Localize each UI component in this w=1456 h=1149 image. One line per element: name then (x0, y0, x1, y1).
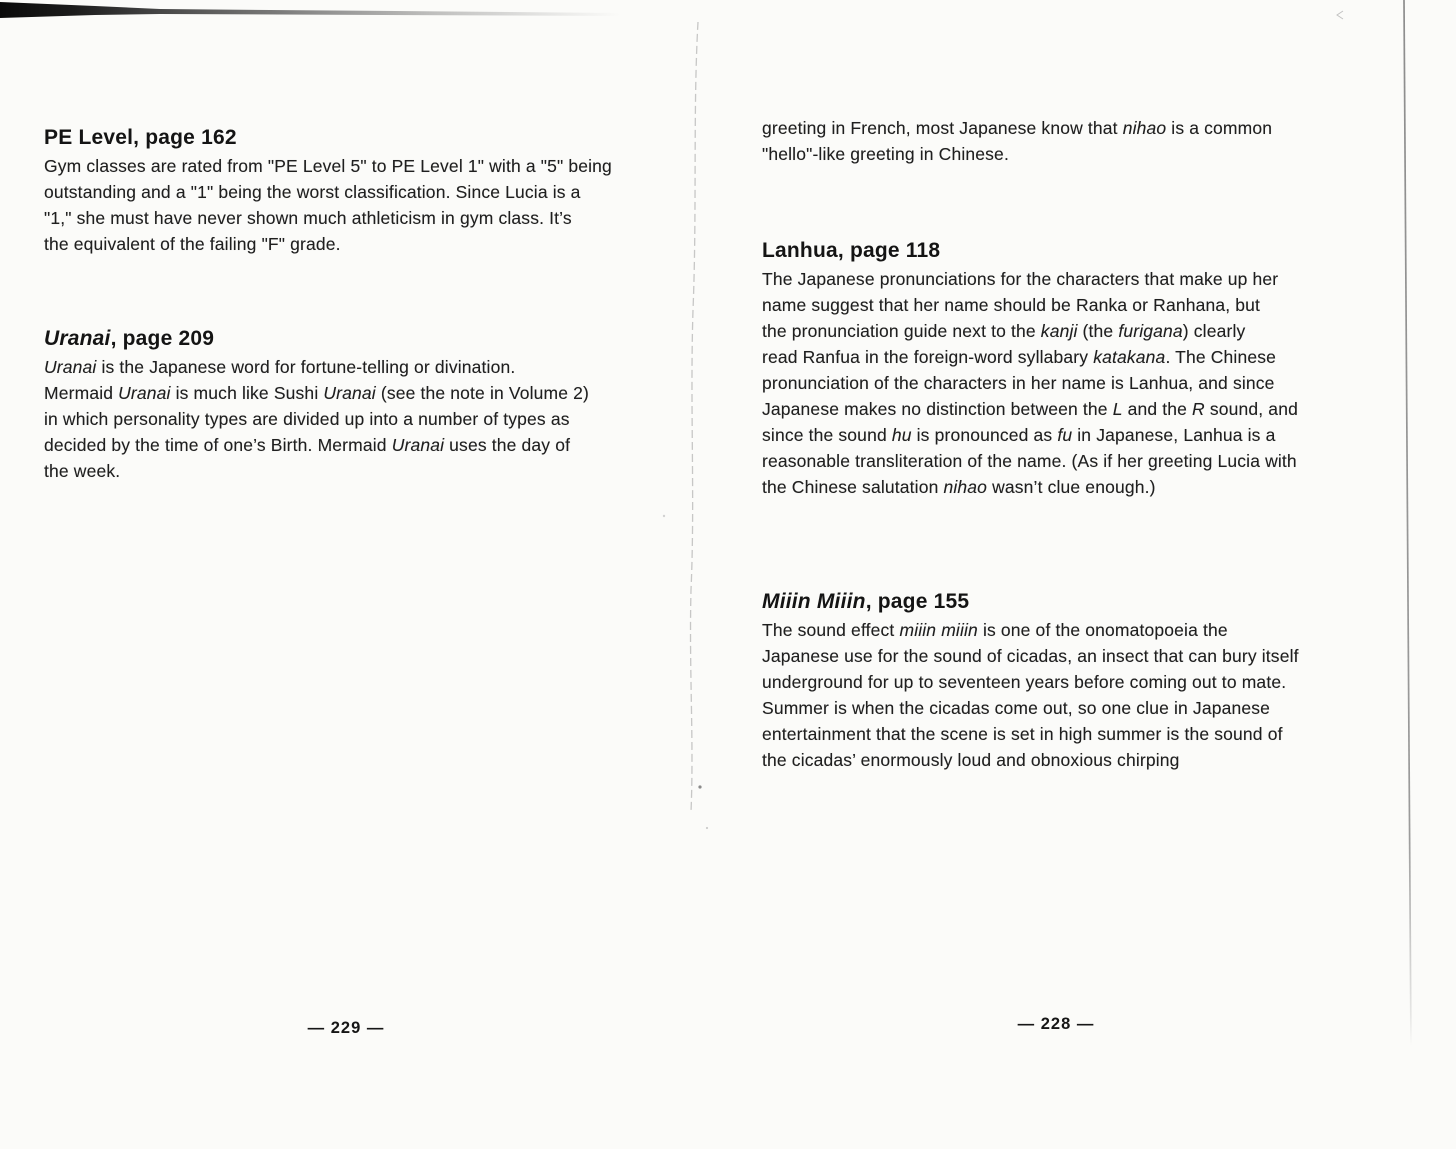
text-run: Summer is when the cicadas come out, so one clue in Japanese (762, 698, 1271, 718)
text-line (762, 643, 1299, 669)
text-run: Lanhua, page 118 (762, 239, 941, 262)
italic-text-run: nihao (1122, 118, 1167, 138)
italic-text-run: furigana (1118, 321, 1183, 341)
dust-speck (698, 785, 701, 788)
text-run: Japanese makes no distinction between the (762, 399, 1113, 419)
text-run: . The Chinese (1165, 347, 1277, 367)
section-body (44, 354, 589, 484)
text-run: entertainment that the scene is set in high summer is the sound of (762, 724, 1283, 744)
text-run: since the sound (762, 425, 892, 445)
section-body (762, 115, 1272, 167)
text-run: greeting in French, most Japanese know that (762, 118, 1123, 138)
text-run: wasn’t clue enough.) (987, 477, 1156, 497)
text-line (762, 141, 1272, 167)
text-line (44, 432, 589, 458)
text-run: ) clearly (1182, 321, 1246, 341)
text-run: PE Level, page 162 (44, 126, 237, 149)
text-line (44, 406, 589, 432)
text-run: Mermaid (44, 383, 119, 403)
gutter-fold-line (691, 22, 698, 812)
italic-text-run: Miiin Miiin (762, 590, 866, 613)
text-run: in Japanese, Lanhua is a (1072, 425, 1276, 445)
text-line (762, 669, 1299, 695)
section-body (44, 153, 612, 257)
text-line (762, 422, 1298, 448)
section-body (762, 266, 1298, 500)
italic-text-run: Uranai (118, 383, 171, 403)
text-run: is pronounced as (911, 425, 1058, 445)
italic-text-run: nihao (943, 477, 988, 497)
page-number-left: — 229 — (307, 1019, 385, 1037)
section-lanhua (762, 239, 1298, 500)
text-line (44, 205, 612, 231)
italic-text-run: kanji (1040, 321, 1078, 341)
page-edge-line (1404, 0, 1411, 1046)
text-line (762, 344, 1298, 370)
text-run: pronunciation of the characters in her name is Lanhua, and since (762, 373, 1275, 393)
text-line (762, 396, 1298, 422)
text-line (762, 721, 1299, 747)
italic-text-run: hu (891, 425, 912, 445)
text-run: Gym classes are rated from "PE Level 5" to PE Level 1" with a "5" being (44, 156, 612, 176)
text-run: uses the day of (444, 435, 571, 455)
text-run: is the Japanese word for fortune-telling or divination. (96, 357, 516, 377)
text-run: name suggest that her name should be Ranka or Ranhana, but (762, 295, 1261, 315)
section-miiin-miiin (762, 590, 1299, 773)
text-line (762, 747, 1299, 773)
text-run: read Ranfua in the foreign-word syllabary (762, 347, 1094, 367)
text-run: decided by the time of one’s Birth. Mermaid (44, 435, 392, 455)
dust-speck (706, 827, 708, 829)
corner-speck (1337, 11, 1343, 19)
text-run: Japanese use for the sound of cicadas, an insect that can bury itself (762, 646, 1299, 666)
text-run: The sound effect (762, 620, 900, 640)
text-run: the equivalent of the failing "F" grade. (44, 234, 341, 254)
paragraph-carryover (762, 115, 1272, 167)
text-line (44, 179, 612, 205)
italic-text-run: Uranai (323, 383, 376, 403)
text-run: is a common (1166, 118, 1273, 138)
text-run: the cicadas’ enormously loud and obnoxious chirping (762, 750, 1180, 770)
text-run: The Japanese pronunciations for the characters that make up her (762, 269, 1279, 289)
text-run: and the (1122, 399, 1193, 419)
section-heading (762, 590, 1299, 614)
text-line (44, 231, 612, 257)
text-run: reasonable transliteration of the name. (As if her greeting Lucia with (762, 451, 1297, 471)
text-run: is much like Sushi (170, 383, 324, 403)
top-edge-wedge (0, 2, 620, 18)
text-line (762, 115, 1272, 141)
section-heading (44, 126, 612, 150)
section-heading (762, 239, 1298, 263)
text-line (762, 318, 1298, 344)
text-run: "1," she must have never shown much athleticism in gym class. It’s (44, 208, 572, 228)
text-line (762, 266, 1298, 292)
text-line (44, 354, 589, 380)
italic-text-run: miiin miiin (899, 620, 978, 640)
text-line (762, 617, 1299, 643)
text-line (762, 474, 1298, 500)
section-body (762, 617, 1299, 773)
text-run: (the (1077, 321, 1119, 341)
text-line (762, 695, 1299, 721)
italic-text-run: Uranai (44, 357, 97, 377)
text-run: the pronunciation guide next to the (762, 321, 1041, 341)
italic-text-run: L (1112, 399, 1123, 419)
text-run: the Chinese salutation (762, 477, 944, 497)
italic-text-run: Uranai (391, 435, 445, 455)
text-run: "hello"-like greeting in Chinese. (762, 144, 1009, 164)
section-pe-level (44, 126, 612, 257)
italic-text-run: R (1192, 399, 1205, 419)
text-line (44, 380, 589, 406)
text-run: outstanding and a "1" being the worst classification. Since Lucia is a (44, 182, 581, 202)
text-run: sound, and (1204, 399, 1298, 419)
text-line (762, 370, 1298, 396)
text-line (44, 458, 589, 484)
italic-text-run: fu (1057, 425, 1073, 445)
text-line (762, 292, 1298, 318)
text-run: , page 155 (865, 590, 970, 613)
text-run: in which personality types are divided up into a number of types as (44, 409, 570, 429)
dust-speck (663, 515, 665, 517)
text-run: the week. (44, 461, 121, 481)
text-line (44, 153, 612, 179)
section-uranai (44, 327, 589, 484)
italic-text-run: Uranai (44, 327, 111, 350)
italic-text-run: katakana (1093, 347, 1166, 367)
text-run: underground for up to seventeen years before coming out to mate. (762, 672, 1287, 692)
text-run: is one of the onomatopoeia the (977, 620, 1228, 640)
section-heading (44, 327, 589, 351)
page-number-right: — 228 — (1017, 1015, 1095, 1033)
text-run: (see the note in Volume 2) (375, 383, 590, 403)
text-line (762, 448, 1298, 474)
text-run: , page 209 (110, 327, 215, 350)
